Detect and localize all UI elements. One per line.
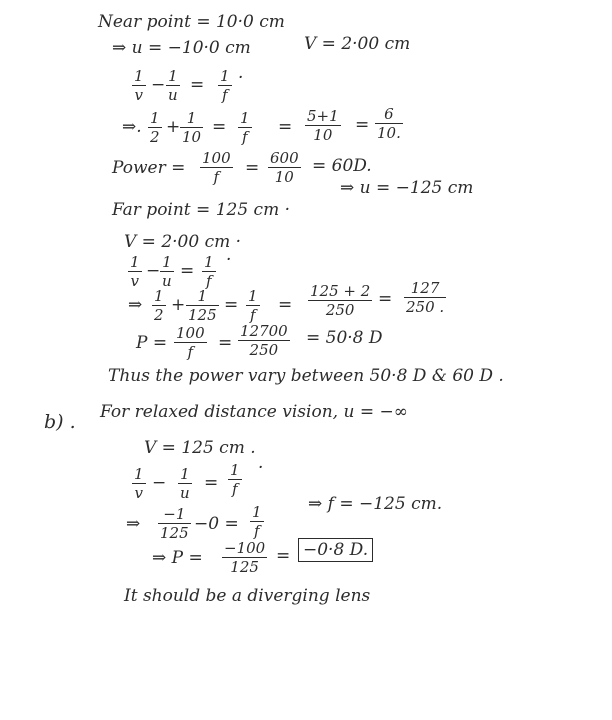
- fraction-1-over-f: 1 f: [220, 67, 230, 104]
- near-v-line: V = 2·00 cm: [304, 34, 411, 54]
- boxed-answer: −0·8 D.: [298, 538, 373, 562]
- far-point-line: Far point = 125 cm ·: [112, 200, 290, 220]
- lens-type-conclusion: It should be a diverging lens: [124, 586, 371, 606]
- far-u-line: ⇒ u = −125 cm: [340, 178, 474, 198]
- fraction-1-over-u: 1 u: [168, 67, 178, 104]
- far-v-line: V = 2·00 cm ·: [124, 232, 242, 252]
- handwritten-solution-page: Near point = 10·0 cm ⇒ u = −10·0 cm V = 2·00 cm 1 v − 1 u = 1 f · ⇒. 1 2 + 1 10 = 1 f = 5+1 10 = 6 10. Power = 100 f = 600 10 = 60D. Far point = 125 cm · ⇒ u = −125 cm V = 2·00 cm · 1 v − 1 u = 1 f · ⇒ 1 2 + 1 125 = 1 f = 125 + 2 250 = 127 250 . P = 100 f = 12700 250 = 50·8 D Thus the power vary between 50·8 D & 60 D . b) . For relaxed distance vision, u = −∞ V = 125 cm . 1 v − 1 u = 1 f · ⇒ −1 125 −0 = 1 f ⇒ f = −125 cm. ⇒ P = −100 125 = −0·8 D. It should be a diverging lens: [0, 0, 612, 720]
- near-u-line: ⇒ u = −10·0 cm: [112, 38, 251, 58]
- part-b-v-line: V = 125 cm .: [144, 438, 256, 458]
- fraction-1-over-v: 1 v: [134, 67, 144, 104]
- part-b-label: b) .: [44, 411, 76, 433]
- part-b-statement: For relaxed distance vision, u = −∞: [100, 402, 408, 422]
- power-range-conclusion: Thus the power vary between 50·8 D & 60 D .: [108, 366, 504, 386]
- near-point-line: Near point = 10·0 cm: [98, 12, 285, 32]
